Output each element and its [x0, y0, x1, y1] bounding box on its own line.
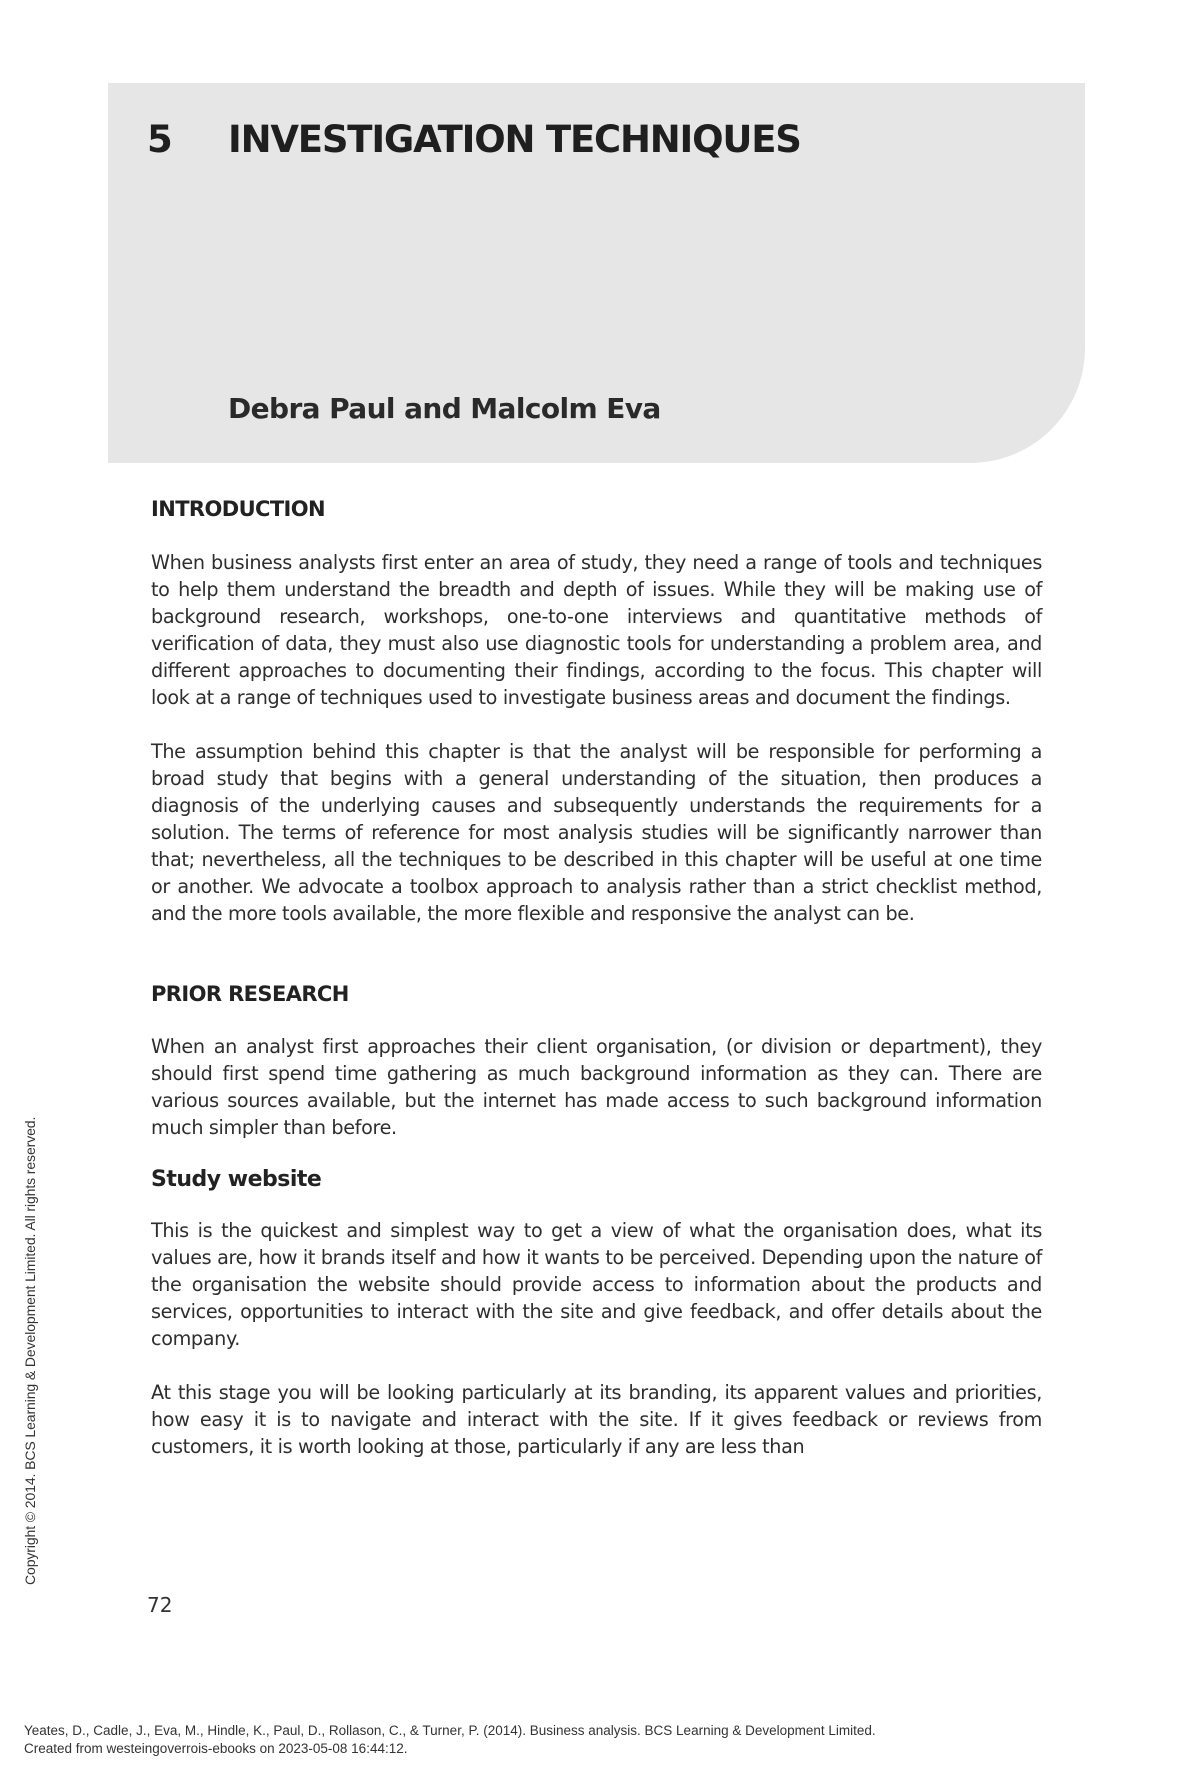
page-body [151, 494, 1042, 1460]
chapter-title: INVESTIGATION TECHNIQUES [228, 118, 801, 161]
page-number: 72 [147, 1593, 173, 1617]
footer-citation-line: Yeates, D., Cadle, J., Eva, M., Hindle, K., Paul, D., Rollason, C., & Turner, P. (2014). Business analysis. BCS Learning & Development Limited. [24, 1723, 876, 1738]
heading-introduction: INTRODUCTION [151, 497, 325, 521]
chapter-number: 5 [147, 118, 173, 161]
chapter-authors: Debra Paul and Malcolm Eva [228, 392, 661, 425]
footer-citation [24, 1722, 876, 1758]
paragraph-intro-1: When business analysts first enter an area of study, they need a range of tools and techniques to help them understand the breadth and depth of issues. While they will be making use of background research, workshops, one-to-one interviews and quantitative methods of verification of data, they must also use diagnostic tools for understanding a problem area, and different approaches to documenting their findings, according to the focus. This chapter will look at a range of techniques used to investigate business areas and document the findings. [151, 551, 1042, 709]
paragraph-intro-2: The assumption behind this chapter is that the analyst will be responsible for performing a broad study that begins with a general understanding of the situation, then produces a diagnosis of the underlying causes and subsequently understands the requirements for a solution. The terms of reference for most analysis studies will be significantly narrower than that; nevertheless, all the techniques to be described in this chapter will be useful at one time or another. We advocate a toolbox approach to analysis rather than a strict checklist method, and the more tools available, the more flexible and responsive the analyst can be. [151, 740, 1042, 925]
heading-study-website: Study website [151, 1167, 322, 1192]
paragraph-prior-research-1: When an analyst first approaches their client organisation, (or division or department), they should first spend time gathering as much background information as they can. There are various sources available, but the internet has made access to such background information much simpler than before. [151, 1035, 1042, 1139]
heading-prior-research: PRIOR RESEARCH [151, 982, 349, 1006]
side-copyright-notice: Copyright © 2014. BCS Learning & Development Limited. All rights reserved. [22, 1116, 38, 1585]
paragraph-study-website-2: At this stage you will be looking particularly at its branding, its apparent values and priorities, how easy it is to navigate and interact with the site. If it gives feedback or reviews from customers, it is worth looking at those, particularly if any are less than [151, 1381, 1042, 1458]
footer-created-line: Created from westeingoverrois-ebooks on 2023-05-08 16:44:12. [24, 1741, 408, 1756]
paragraph-study-website-1: This is the quickest and simplest way to get a view of what the organisation does, what its values are, how it brands itself and how it wants to be perceived. Depending upon the nature of the organisation the website should provide access to information about the products and services, opportunities to interact with the site and give feedback, and offer details about the company. [151, 1219, 1042, 1350]
